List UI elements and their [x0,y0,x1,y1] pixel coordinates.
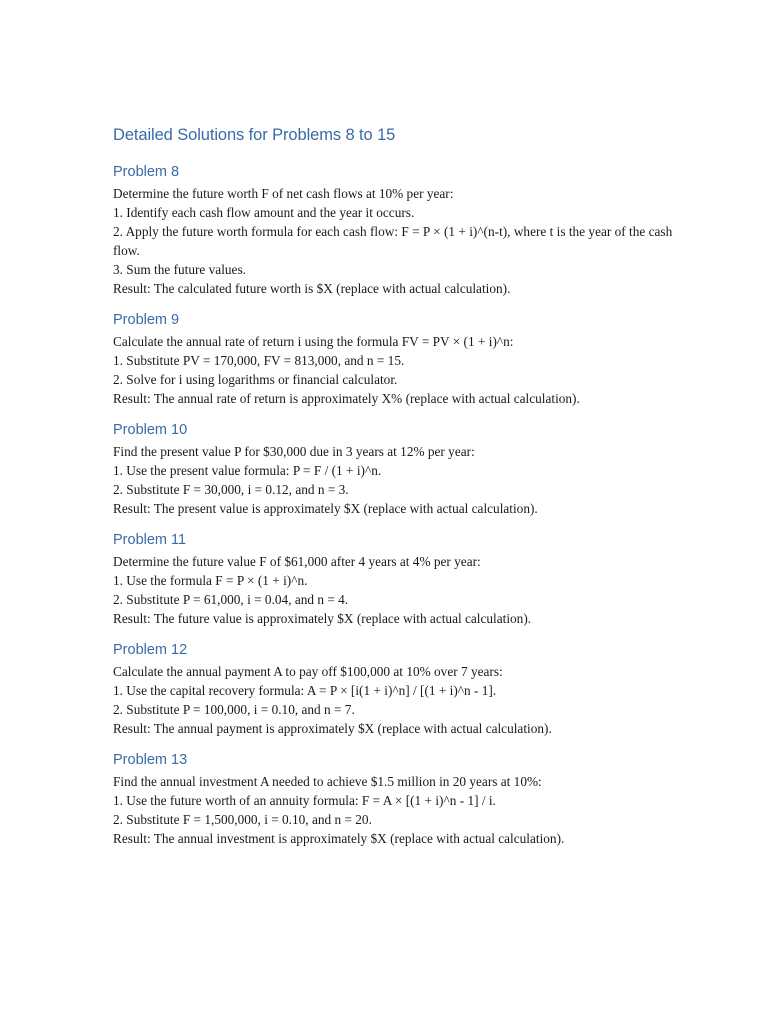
problem-result-line: Result: The annual payment is approximately $X (replace with actual calculation). [113,721,552,736]
problem-text-line: Calculate the annual payment A to pay off $100,000 at 10% over 7 years: [113,664,503,679]
problem-heading: Problem 10 [113,422,188,438]
problem-text-line: 2. Solve for i using logarithms or financial calculator. [113,372,398,387]
problem-11-section [113,530,673,628]
problem-text-line: 1. Use the capital recovery formula: A = P × [i(1 + i)^n] / [(1 + i)^n - 1]. [113,683,497,698]
problem-text-line: 2. Substitute F = 30,000, i = 0.12, and n = 3. [113,482,349,497]
problem-10-section [113,420,673,518]
problem-text-line: Find the annual investment A needed to achieve $1.5 million in 20 years at 10%: [113,774,542,789]
problem-8-section [113,162,673,298]
problem-heading: Problem 8 [113,164,180,180]
problem-text-line: 2. Apply the future worth formula for each cash flow: F = P × (1 + i)^(n-t), where t is the year of the cash flow. [113,224,673,258]
problem-9-section [113,310,673,408]
problem-result-line: Result: The present value is approximately $X (replace with actual calculation). [113,501,538,516]
problem-text-line: 1. Substitute PV = 170,000, FV = 813,000, and n = 15. [113,353,405,368]
problem-text-line: 1. Use the formula F = P × (1 + i)^n. [113,573,308,588]
problem-text-line: Determine the future worth F of net cash flows at 10% per year: [113,186,454,201]
problem-text-line: 1. Use the present value formula: P = F / (1 + i)^n. [113,463,382,478]
problem-heading: Problem 9 [113,312,180,328]
problem-heading: Problem 11 [113,532,187,548]
problem-13-section [113,750,673,848]
problem-result-line: Result: The annual investment is approximately $X (replace with actual calculation). [113,831,565,846]
problem-heading: Problem 13 [113,752,188,768]
problem-result-line: Result: The future value is approximately $X (replace with actual calculation). [113,611,532,626]
problem-text-line: 1. Use the future worth of an annuity formula: F = A × [(1 + i)^n - 1] / i. [113,793,496,808]
document-page [113,124,673,860]
problem-text-line: 3. Sum the future values. [113,262,246,277]
problem-text-line: 2. Substitute P = 61,000, i = 0.04, and n = 4. [113,592,349,607]
problem-text-line: 1. Identify each cash flow amount and the year it occurs. [113,205,415,220]
problem-text-line: Find the present value P for $30,000 due in 3 years at 12% per year: [113,444,475,459]
problem-text-line: 2. Substitute F = 1,500,000, i = 0.10, and n = 20. [113,812,372,827]
problem-result-line: Result: The calculated future worth is $X (replace with actual calculation). [113,281,511,296]
document-title: Detailed Solutions for Problems 8 to 15 [113,126,396,144]
problem-12-section [113,640,673,738]
problem-text-line: Calculate the annual rate of return i using the formula FV = PV × (1 + i)^n: [113,334,514,349]
problem-text-line: 2. Substitute P = 100,000, i = 0.10, and n = 7. [113,702,355,717]
problem-heading: Problem 12 [113,642,188,658]
problem-result-line: Result: The annual rate of return is approximately X% (replace with actual calculation). [113,391,580,406]
problem-text-line: Determine the future value F of $61,000 after 4 years at 4% per year: [113,554,481,569]
